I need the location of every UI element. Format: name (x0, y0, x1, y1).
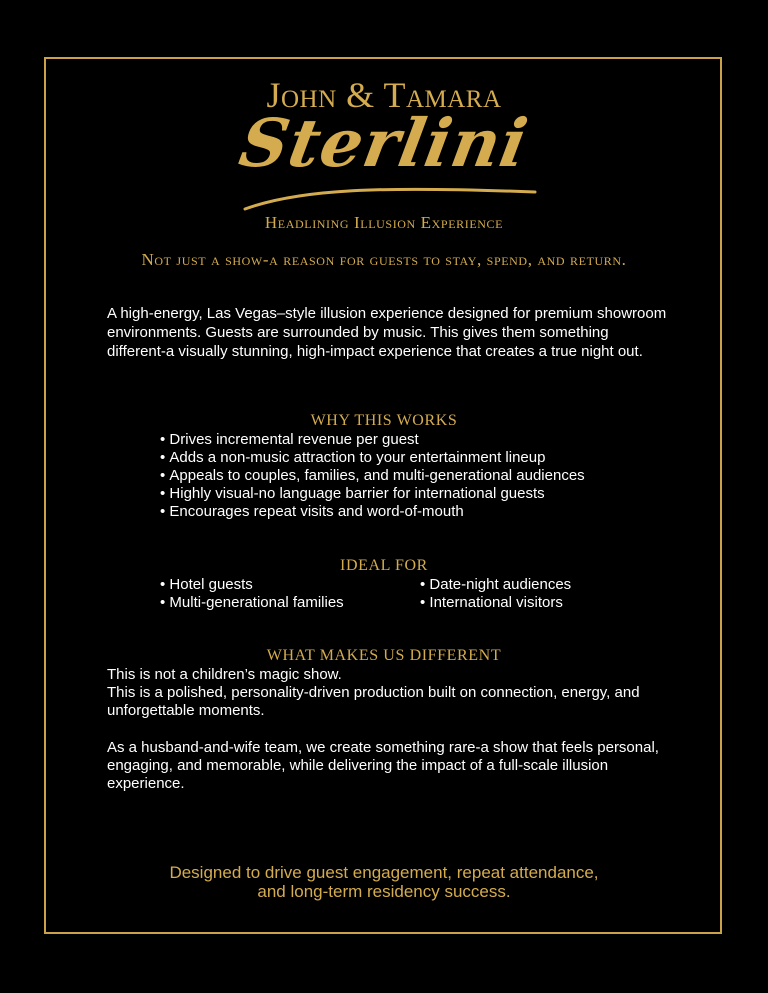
why-list (160, 431, 680, 521)
list-item: • Adds a non-music attraction to your entertainment lineup (160, 449, 680, 467)
list-item: • Date-night audiences (420, 576, 670, 594)
logo (0, 74, 768, 204)
closing-line2: and long-term residency success. (257, 882, 511, 901)
logo-swash (240, 184, 540, 214)
list-item: • Hotel guests (160, 576, 410, 594)
different-line2: This is a polished, personality-driven production built on connection, energy, and unforgettable moments. (107, 684, 640, 719)
logo-surname: Sterlini (234, 104, 534, 182)
different-paragraph: As a husband-and-wife team, we create something rare-a show that feels personal, engaging, and memorable, while delivering the impact of a full-scale illusion experience. (107, 739, 659, 792)
list-item: • Drives incremental revenue per guest (160, 431, 680, 449)
ideal-heading: IDEAL FOR (340, 557, 428, 574)
list-item: • International visitors (420, 594, 670, 612)
closing-statement (0, 863, 768, 901)
list-item: • Highly visual-no language barrier for international guests (160, 485, 680, 503)
tagline: Not just a show-a reason for guests to stay, spend, and return. (141, 250, 627, 269)
why-heading: WHY THIS WORKS (310, 412, 458, 429)
logo-names: John & Tamara (266, 75, 502, 115)
different-heading: WHAT MAKES US DIFFERENT (266, 647, 502, 664)
closing-line1: Designed to drive guest engagement, repeat attendance, (169, 863, 599, 882)
ideal-list-left (160, 576, 410, 612)
intro-paragraph: A high-energy, Las Vegas–style illusion experience designed for premium showroom environments. Guests are surrounded by music. This gives them something different-a visually stunning, high-impact experience that creates a true night out. (107, 305, 667, 360)
list-item: • Appeals to couples, families, and multi-generational audiences (160, 467, 680, 485)
list-item: • Multi-generational families (160, 594, 410, 612)
ideal-list-right (420, 576, 670, 612)
subtitle: Headlining Illusion Experience (264, 213, 504, 232)
different-line1: This is not a children’s magic show. (107, 666, 342, 683)
list-item: • Encourages repeat visits and word-of-mouth (160, 503, 680, 521)
